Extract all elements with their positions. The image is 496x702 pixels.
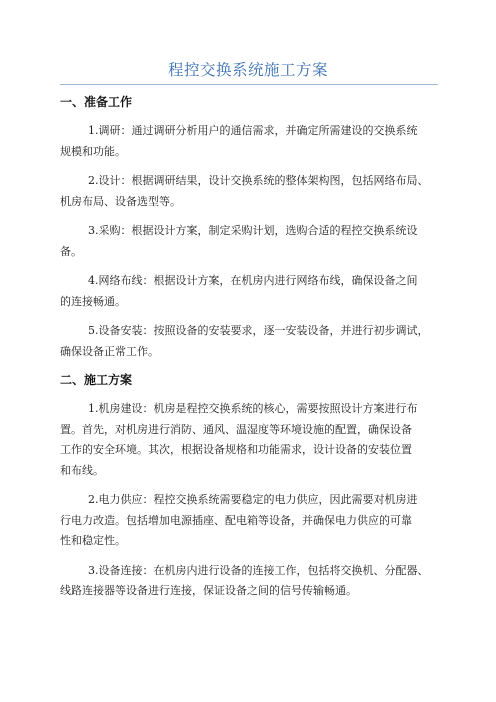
paragraph — [60, 171, 440, 212]
paragraph-line: 的连接畅通。 — [60, 294, 126, 308]
paragraph-line: 行电力改造。包括增加电源插座、配电箱等设备，并确保电力供应的可靠 — [60, 513, 412, 527]
paragraph-line: 2.电力供应：程控交换系统需要稳定的电力供应，因此需要对机房进 — [88, 493, 418, 506]
paragraph — [60, 121, 440, 162]
title-divider — [60, 84, 438, 85]
paragraph — [60, 490, 440, 552]
paragraph-line: 机房布局、设备选型等。 — [60, 194, 181, 208]
document-title: 程控交换系统施工方案 — [167, 61, 328, 79]
paragraph-line: 规模和功能。 — [60, 144, 126, 158]
paragraph — [60, 561, 440, 602]
paragraph-line: 1.调研：通过调研分析用户的通信需求，并确定所需建设的交换系统 — [88, 124, 418, 137]
paragraph-line: 置。首先，对机房进行消防、通风、温湿度等环境设施的配置，确保设备 — [60, 422, 412, 436]
document-body — [60, 93, 440, 602]
paragraph-line: 3.采购：根据设计方案，制定采购计划，选购合适的程控交换系统设 — [88, 224, 418, 237]
paragraph-line: 和布线。 — [60, 463, 104, 477]
section-heading: 一、准备工作 — [60, 95, 133, 109]
paragraph — [60, 221, 440, 262]
paragraph-line: 3.设备连接：在机房内进行设备的连接工作，包括将交换机、分配器、 — [88, 563, 429, 577]
paragraph-line: 1.机房建设：机房是程控交换系统的核心，需要按照设计方案进行布 — [88, 402, 418, 415]
paragraph-line: 5.设备安装：按照设备的安装要求，逐一安装设备，并进行初步调试， — [88, 324, 429, 337]
paragraph-line: 备。 — [60, 244, 82, 258]
paragraph — [60, 271, 440, 312]
paragraph-line: 2.设计：根据调研结果，设计交换系统的整体架构图，包括网络布局、 — [88, 174, 429, 187]
paragraph — [60, 399, 440, 481]
paragraph-line: 工作的安全环境。其次，根据设备规格和功能需求，设计设备的安装位置 — [60, 443, 412, 456]
paragraph-line: 性和稳定性。 — [60, 534, 126, 547]
section-construction-plan — [60, 371, 440, 602]
paragraph-line: 4.网络布线：根据设计方案，在机房内进行网络布线，确保设备之间 — [88, 274, 418, 287]
section-heading: 二、施工方案 — [60, 373, 133, 387]
paragraph-line: 确保设备正常工作。 — [60, 344, 159, 358]
paragraph-line: 线路连接器等设备进行连接，保证设备之间的信号传输畅通。 — [60, 584, 357, 597]
section-preparation — [60, 93, 440, 362]
paragraph — [60, 321, 440, 362]
